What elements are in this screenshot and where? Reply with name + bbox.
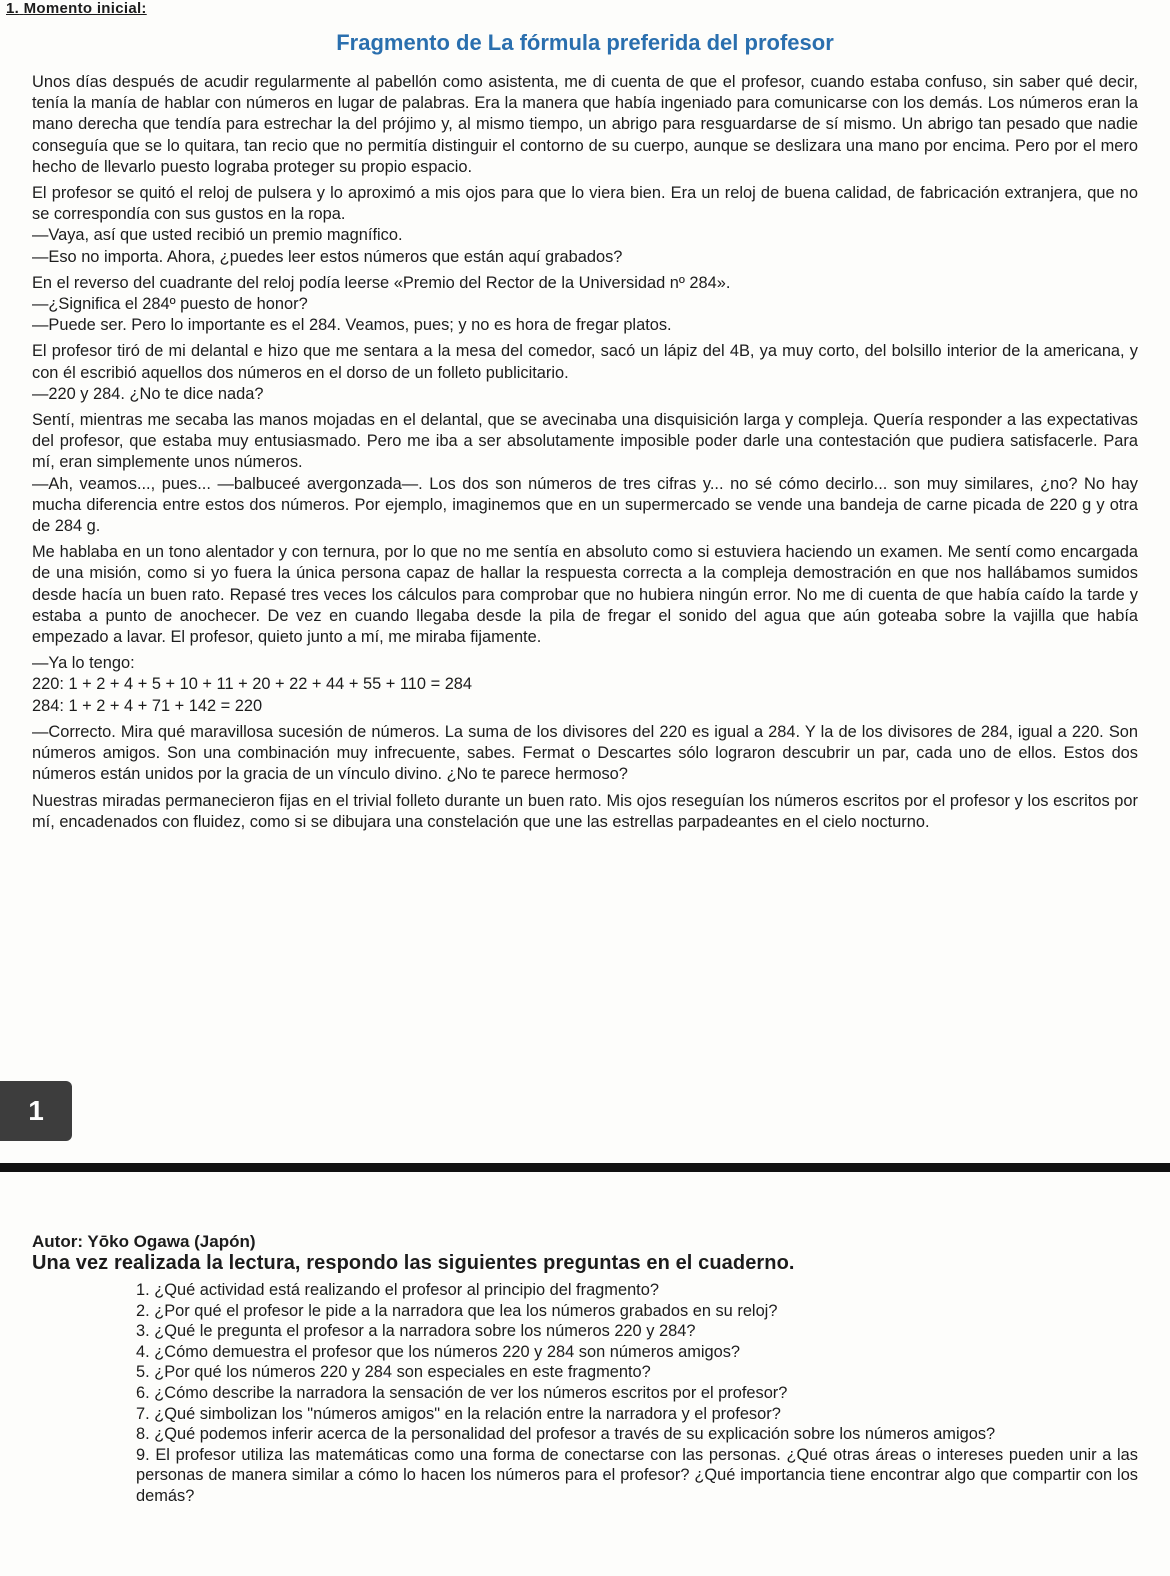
paragraph: Me hablaba en un tono alentador y con ternura, por lo que no me sentía en absoluto como si estuviera haciendo un examen. Me sentí como encargada de una misión, como si yo fuera la única persona capaz de hallar la respuesta correcta a la compleja demostración en que nos hallábamos sumidos desde hacía un buen rato. Repasé tres veces los cálculos para comprobar que no hubiera ningún error. No me di cuenta de que había caído la tarde y estaba a punto de anochecer. De vez en cuando llegaba desde la pila de fregar el sonido del agua que aún goteaba sobre la vajilla que había empezado a lavar. El profesor, quieto junto a mí, me miraba fijamente. (32, 543, 1138, 647)
question-list (136, 1280, 1138, 1507)
page-divider (0, 1163, 1170, 1172)
math-line-284: 284: 1 + 2 + 4 + 71 + 142 = 220 (32, 696, 263, 715)
dialogue-line: —Eso no importa. Ahora, ¿puedes leer estos números que están aquí grabados? (32, 247, 623, 266)
section-heading (6, 0, 147, 17)
dialogue-line: —Correcto. Mira qué maravillosa sucesión de números. La suma de los divisores del 220 es igual a 284. Y la de los divisores de 284, igual a 220. Son números amigos. Son una combinación muy infrecuente, sabes. Fermat o Descartes sólo lograron descubrir un par, cada uno de ellos. Estos dos números están unidos por la gracia de un vínculo divino. ¿No te parece hermoso? (32, 722, 1138, 784)
question-item: 9. El profesor utiliza las matemáticas como una forma de conectarse con las personas. ¿Qué otras áreas o intereses pueden unir a las personas de manera similar a cómo lo hacen los números para el profesor? ¿Qué importancia tiene encontrar algo que compartir con los demás? (136, 1445, 1138, 1505)
author-line: Autor: Yōko Ogawa (Japón) (32, 1232, 256, 1251)
paragraph: Nuestras miradas permanecieron fijas en el trivial folleto durante un buen rato. Mis ojos reseguían los números escritos por el profesor y los escritos por mí, encadenados con fluidez, como si se dibujara una constelación que une las estrellas parpadeantes en el cielo nocturno. (32, 791, 1138, 831)
dialogue-line: —Puede ser. Pero lo importante es el 284. Veamos, pues; y no es hora de fregar platos. (32, 316, 672, 335)
paragraph: En el reverso del cuadrante del reloj podía leerse «Premio del Rector de la Universidad nº 284». (32, 273, 731, 292)
question-item: 7. ¿Qué simbolizan los "números amigos" en la relación entre la narradora y el profesor? (136, 1404, 781, 1423)
paragraph: Unos días después de acudir regularmente al pabellón como asistenta, me di cuenta de que el profesor, cuando estaba confuso, sin saber qué decir, tenía la manía de hablar con números en lugar de palabras. Era la manera que había ingeniado para comunicarse con los demás. Los números eran la mano derecha que tendía para estrechar la del prójimo y, al mismo tiempo, un abrigo para resguardarse de sí mismo. Un abrigo tan pesado que nadie conseguía que se lo quitara, tan recio que no permitía distinguir el contorno de su cuerpo, aunque se deslizara una mano por encima. Pero por el mero hecho de llevarlo puesto lograba proteger su propio espacio. (32, 73, 1138, 176)
dialogue-line: —Vaya, así que usted recibió un premio magnífico. (32, 226, 403, 245)
dialogue-line: —¿Significa el 284º puesto de honor? (32, 295, 308, 314)
question-item: 2. ¿Por qué el profesor le pide a la narradora que lea los números grabados en su reloj? (136, 1301, 778, 1320)
page-number-badge: 1 (0, 1081, 72, 1141)
question-item: 5. ¿Por qué los números 220 y 284 son especiales en este fragmento? (136, 1363, 651, 1382)
section-title: Momento inicial: (23, 0, 147, 17)
reading-text (32, 72, 1138, 838)
question-item: 1. ¿Qué actividad está realizando el profesor al principio del fragmento? (136, 1281, 659, 1299)
fragment-title: Fragmento de La fórmula preferida del profesor (336, 30, 834, 55)
question-item: 3. ¿Qué le pregunta el profesor a la narradora sobre los números 220 y 284? (136, 1322, 696, 1341)
paragraph: El profesor tiró de mi delantal e hizo que me sentara a la mesa del comedor, sacó un lápiz del 4B, ya muy corto, del bolsillo interior de la americana, y con él escribió aquellos dos números en el dorso de un folleto publicitario. (32, 342, 1138, 382)
dialogue-line: —Ya lo tengo: (32, 654, 135, 673)
question-item: 6. ¿Cómo describe la narradora la sensación de ver los números escritos por el profesor? (136, 1383, 788, 1402)
instruction-heading: Una vez realizada la lectura, respondo las siguientes preguntas en el cuaderno. (32, 1252, 795, 1274)
question-item: 8. ¿Qué podemos inferir acerca de la personalidad del profesor a través de su explicación sobre los números amigos? (136, 1425, 996, 1444)
math-line-220: 220: 1 + 2 + 4 + 5 + 10 + 11 + 20 + 22 + 44 + 55 + 110 = 284 (32, 675, 473, 694)
dialogue-line: —Ah, veamos..., pues... —balbuceé avergonzada—. Los dos son números de tres cifras y... no sé cómo decirlo... son muy similares, ¿no? No hay mucha diferencia entre estos dos números. Por ejemplo, imaginemos que en un supermercado se vende una bandeja de carne picada de 220 g y otra de 284 g. (32, 474, 1138, 536)
section-number: 1. (6, 0, 20, 17)
question-item: 4. ¿Cómo demuestra el profesor que los números 220 y 284 son números amigos? (136, 1342, 741, 1361)
paragraph: El profesor se quitó el reloj de pulsera y lo aproximó a mis ojos para que lo viera bien. Era un reloj de buena calidad, de fabricación extranjera, que no se correspondía con sus gustos en la ropa. (32, 184, 1138, 224)
dialogue-line: —220 y 284. ¿No te dice nada? (32, 384, 264, 403)
paragraph: Sentí, mientras me secaba las manos mojadas en el delantal, que se avecinaba una disquisición larga y compleja. Quería responder a las expectativas del profesor, que estaba muy entusiasmado. Pero me iba a ser absolutamente imposible poder darle una contestación que pudiera satisfacerle. Para mí, eran simplemente unos números. (32, 411, 1138, 472)
